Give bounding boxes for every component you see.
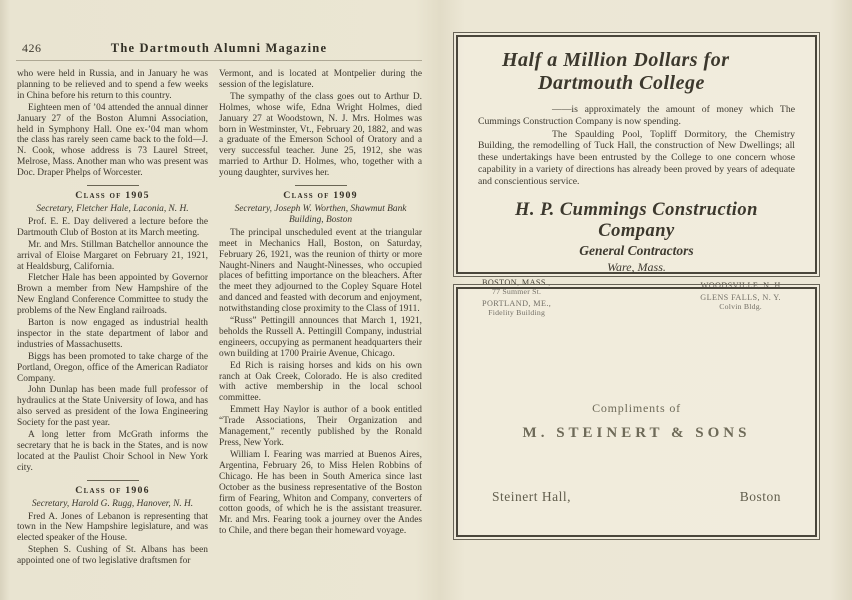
company-location: Ware, Mass. [607, 259, 666, 274]
class-1906-heading: Class of 1906 [75, 484, 150, 496]
magazine-title: The Dartmouth Alumni Magazine [110, 41, 328, 55]
office-city: BOSTON, MASS., [482, 277, 551, 287]
ad-paragraph: ——is approximately the amount of money which The Cummings Construction Company is now spending. [478, 104, 795, 127]
paragraph: Mr. and Mrs. Stillman Batchellor announce the arrival of Eloise Margaret on February 21, 1921, at Healdsburg, California. [17, 239, 208, 272]
paragraph: Fletcher Hale has been appointed by Governor Brown a member from New Hampshire of the New England Conference Committee to study the problems of the New England railroads. [17, 273, 208, 317]
steinert-city: Boston [739, 489, 781, 504]
compliments-text: Compliments of [592, 401, 681, 415]
paragraph: Fred A. Jones of Lebanon is representing that town in the New Hampshire legislature, and was elected speaker of the House. [17, 511, 208, 544]
paragraph: Stephen S. Cushing of St. Albans has been appointed one of two legislative draftsmen for [17, 545, 208, 567]
section-divider [295, 185, 347, 186]
office-detail: 77 Summer St. [492, 286, 542, 296]
ad-title-line2: Dartmouth College [538, 72, 705, 94]
cummings-ad [453, 32, 820, 317]
office-city: PORTLAND, ME., [482, 298, 552, 308]
company-subtitle: General Contractors [579, 242, 694, 258]
office-city: GLENS FALLS, N. Y. [700, 292, 781, 302]
section-divider [87, 480, 139, 481]
paragraph: John Dunlap has been made full professor of hydraulics at the State University of Iowa, and has also served as president of the Iowa Engineering Society for the past year. [17, 385, 208, 429]
paragraph: who were held in Russia, and in January he was planning to be relieved and to spend a few weeks in China before his return to this country. [17, 69, 208, 101]
paragraph: Emmett Hay Naylor is author of a book entitled “Trade Associations, Their Organization and Management,” recently published by the Ronald Press, New York. [219, 405, 422, 448]
cummings-ad-title [478, 49, 795, 95]
page-number: 426 [22, 41, 42, 55]
class-1909-heading: Class of 1909 [283, 190, 358, 202]
paragraph: Barton is now engaged as industrial health inspector in the state department of labor and industries of Massachusetts. [17, 318, 208, 350]
paragraph: The principal unscheduled event at the triangular meet in Mechanics Hall, Boston, on Saturday, February 26, 1921, was the reunion of thirty or more Naught-Niners and Naught-Ninesses, who occupied places of befitting importance on the bleachers. After the meet they adjourned to the Copley Square Hotel and danced and feasted with decorum and enjoyment, notwithstanding close proximity to the Class of 1911. [219, 227, 422, 315]
header-rule [16, 60, 422, 61]
paragraph: Ed Rich is raising horses and kids on his own ranch at Oak Creek, Colorado. He is also credited with active membership in the local school committee. [219, 360, 422, 404]
cummings-ad-frame [456, 35, 817, 317]
paragraph: Prof. E. E. Day delivered a lecture before the Dartmouth Club of Boston at its March meeting. [17, 216, 208, 238]
paragraph: Eighteen men of ’04 attended the annual dinner January 27 of the Boston Alumni Association, held in Symphony Hall. One ex-’04 man whom the class has rarely seen came back to the fold—J. N. Cook, whose address is 73 Laurel Street, Melrose, Mass. Another man who was present was Doc. Draper Phelps of Worcester. [17, 102, 208, 179]
paragraph: William I. Fearing was married at Buenos Aires, Argentina, February 26, to Miss Helen Robbins of Chicago. He has been in South America since last October as the business representative of the Boston firm of Fearing, Whiton and Company, converters of cotton goods, of which he is the assistant treasurer. Mr. and Mrs. Fearing took a journey over the Andes to Chile, and there began their homeward voyage. [219, 449, 422, 537]
class-1906-secretary: Secretary, Harold G. Rugg, Hanover, N. H. [31, 498, 194, 509]
steinert-ad [453, 284, 820, 540]
office-detail: Colvin Bldg. [719, 301, 762, 311]
page-header [16, 41, 422, 57]
office-detail: Fidelity Building [488, 307, 546, 317]
company-name: H. P. Cummings Construction Company [515, 199, 758, 241]
office-city: WOODSVILLE, N. H [700, 280, 781, 290]
center-column [219, 69, 422, 538]
ad-paragraph: The Spaulding Pool, Topliff Dormitory, the Chemistry Building, the remodelling of Tuck Hall, the construction of New Dwellings; all these undertakings have been entrusted by the College to one concern whose capability in a variety of directions has already been proved by years of adequate and conscientious service. [478, 128, 795, 187]
steinert-hall: Steinert Hall, [492, 489, 571, 504]
ad-title-line1: Half a Million Dollars for [502, 49, 730, 71]
steinert-ad-frame [456, 287, 817, 537]
steinert-company-name: M. STEINERT & SONS [522, 425, 751, 441]
section-divider [87, 185, 139, 186]
class-1905-secretary: Secretary, Fletcher Hale, Laconia, N. H. [36, 203, 189, 214]
paragraph: “Russ” Pettingill announces that March 1, 1921, beholds the Russell A. Pettingill Company, industrial engineers, occupying as permanent headquarters their own building at 1700 Prairie Avenue, Chicago. [219, 316, 422, 359]
paragraph: A long letter from McGrath informs the secretary that he is back in the States, and is now located at the Paulist Choir School in New York city. [17, 430, 208, 473]
paragraph: The sympathy of the class goes out to Arthur D. Holmes, whose wife, Edna Wright Holmes, died January 27 at Woodstown, N. J. Mrs. Holmes was born in Westminster, Vt., February 20, 1882, and was a graduate of the Emerson School of Oratory and a very successful teacher. June 25, 1912, she was married to Arthur D. Holmes, who, together with a young daughter, survives her. [219, 91, 422, 179]
paragraph: Vermont, and is located at Montpelier during the session of the legislature. [219, 69, 422, 90]
paragraph: Biggs has been promoted to take charge of the Portland, Oregon, office of the American Radiator Company. [17, 351, 208, 384]
left-column [17, 69, 208, 568]
steinert-address-row [492, 489, 781, 505]
class-1905-heading: Class of 1905 [75, 190, 150, 202]
class-1909-secretary: Secretary, Joseph W. Worthen, Shawmut Bank Building, Boston [234, 203, 407, 225]
